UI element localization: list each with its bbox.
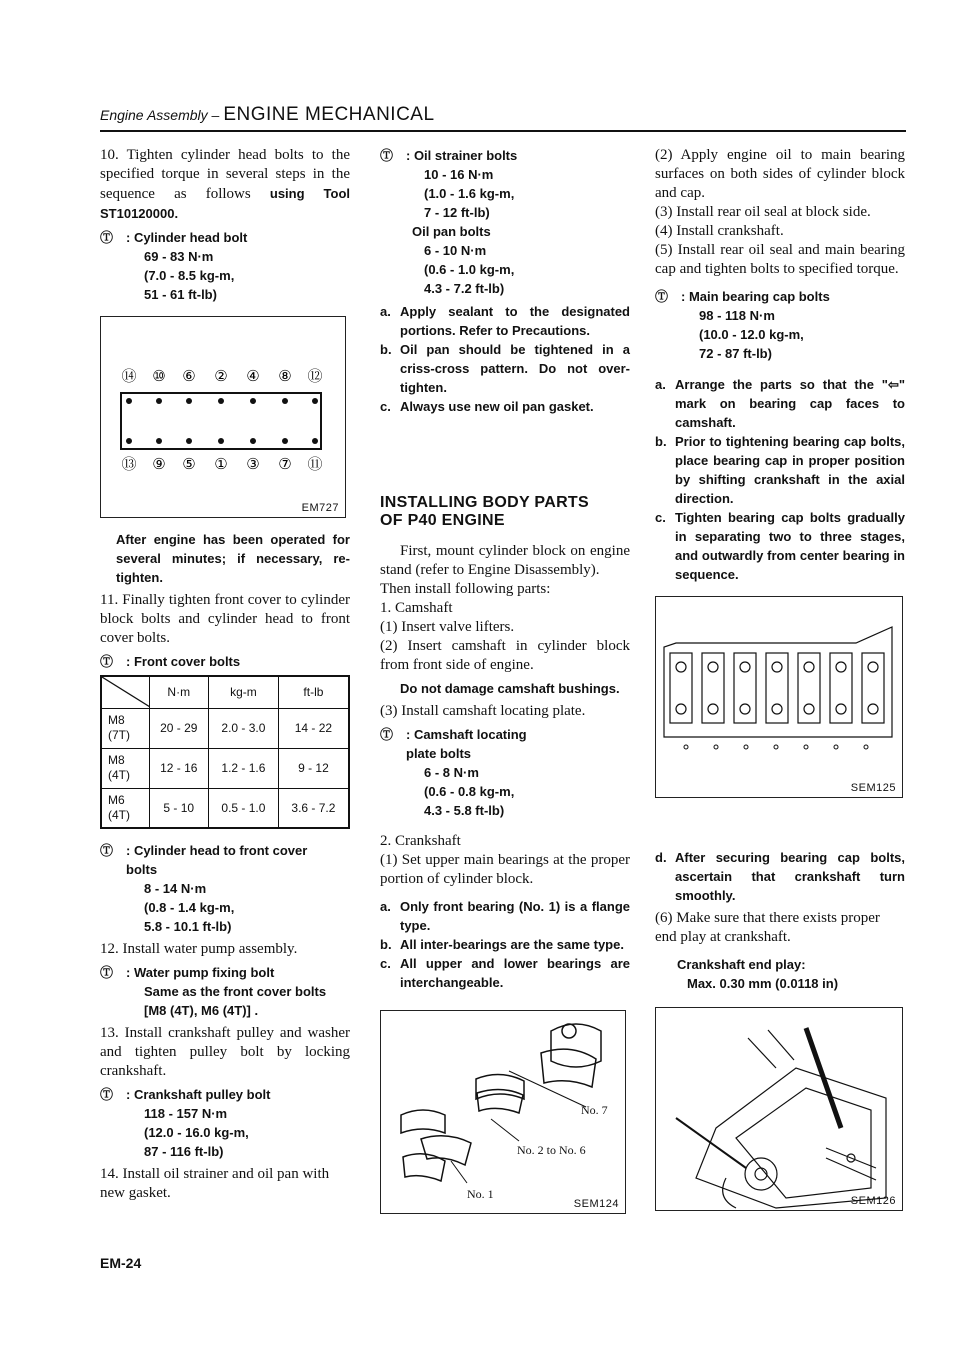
cap-bolt (676, 662, 686, 672)
front-cover-torque-table (100, 675, 350, 829)
bearing-cap (798, 653, 820, 723)
note-c: c. Tighten bearing cap bolts gradually in separating two to three stages, and outwardly from center bearing in sequence. (655, 510, 905, 582)
bearing-cap (702, 653, 724, 723)
note-d: d. After securing bearing cap bolts, ascertain that crankshaft turn smoothly. (655, 850, 905, 903)
head-bolt-sequence-diagram (101, 317, 344, 516)
note-a: a. Only front bearing (No. 1) is a flange type. (380, 899, 630, 933)
figure-sem125 (655, 596, 903, 798)
section-heading: INSTALLING BODY PARTS OF P40 ENGINE (380, 494, 589, 529)
torque-icon: Ⓣ (380, 148, 394, 163)
bolt-sequence-number: ⑩ (152, 367, 166, 385)
figure-label: SEM124 (573, 1198, 619, 1210)
bolt-sequence-number: ⑤ (182, 455, 196, 473)
bolt-sequence-number: ⑫ (307, 367, 323, 385)
bolt-sequence-number: ⑨ (152, 455, 166, 473)
torque-camshaft-plate-bolts: Ⓣ : Camshaft locating plate bolts 6 - 8 N·m (0.6 - 0.8 kg-m, 4.3 - 5.8 ft-lb) (380, 727, 527, 818)
bearing-cap-sequence-illustration (656, 597, 901, 796)
cap-bolt (740, 662, 750, 672)
cap-bolt (836, 704, 846, 714)
step-13: 13. Install crankshaft pulley and washer and tighten pulley bolt by locking crankshaft. (100, 1025, 350, 1079)
item-1-1: (1) Insert valve lifters. (380, 619, 515, 635)
cap-bolt (804, 704, 814, 714)
cap-bolt (868, 662, 878, 672)
torque-icon: Ⓣ (380, 727, 394, 742)
figure-sem126 (655, 1007, 903, 1211)
bolt-position (186, 398, 192, 404)
note-b: b. Prior to tightening bearing cap bolts, place bearing cap in proper position by shifting crankshaft in the axial direction. (655, 434, 905, 506)
camshaft-caution: Do not damage camshaft bushings. (400, 681, 620, 696)
item-1-2: (2) Insert camshaft in cylinder block from front side of engine. (380, 638, 630, 673)
step-14: 14. Install oil strainer and oil pan with new gasket. (100, 1166, 330, 1201)
bolt-sequence-number: ④ (246, 367, 260, 385)
table-header-ftlb: ft-lb (278, 676, 349, 708)
cap-bolt (804, 662, 814, 672)
torque-front-cover-bolts: Ⓣ : Front cover bolts (100, 654, 241, 669)
torque-head-to-front-cover: Ⓣ : Cylinder head to front cover bolts 8 - 14 N·m (0.8 - 1.4 kg-m, 5.8 - 10.1 ft-lb) (100, 843, 308, 934)
bolt-sequence-number: ① (214, 455, 228, 473)
bolt-position (186, 438, 192, 444)
torque-icon: Ⓣ (100, 654, 114, 669)
end-play-measurement-illustration (656, 1008, 901, 1209)
bearing-cap (830, 653, 852, 723)
bolt-sequence-number: ⑦ (278, 455, 292, 473)
step-12: 12. Install water pump assembly. (100, 941, 298, 957)
intro-text: First, mount cylinder block on engine stand (refer to Engine Disassembly). (380, 543, 630, 578)
column-3 (655, 146, 905, 1211)
torque-water-pump-bolt: Ⓣ : Water pump fixing bolt Same as the front cover bolts [M8 (4T), M6 (4T)] . (100, 965, 327, 1018)
bearing-cap (862, 653, 884, 723)
note-a: a. Apply sealant to the designated portions. Refer to Precautions. (380, 304, 630, 338)
bolt-position (312, 438, 318, 444)
table-row: M6 (4T) 5 - 10 0.5 - 1.0 3.6 - 7.2 (101, 788, 349, 828)
cap-bolt (772, 704, 782, 714)
step-10: 10. Tighten cylinder head bolts to the specified torque in several steps in the sequence as follows using Tool ST10120000. (100, 147, 351, 221)
cap-bolt (868, 704, 878, 714)
bolt-position (126, 438, 132, 444)
bolt-sequence-number: ⑥ (182, 367, 196, 385)
step-11: 11. Finally tighten front cover to cylinder block bolts and cylinder head to front cover bolts. (100, 592, 350, 646)
bolt-position (312, 398, 318, 404)
torque-oil-strainer-bolts: Ⓣ : Oil strainer bolts 10 - 16 N·m (1.0 - 1.6 kg-m, 7 - 12 ft-lb) Oil pan bolts 6 - 10 N·m (0.6 - 1.0 kg-m, 4.3 - 7.2 ft-lb) (380, 148, 518, 296)
cap-bolt (836, 662, 846, 672)
page-header (100, 104, 906, 132)
item-2-5: (5) Install rear oil seal and main bearing cap and tighten bolts to specified torque. (655, 242, 905, 277)
cap-bolt (676, 704, 686, 714)
item-2-2: (2) Apply engine oil to main bearing surfaces on both sides of cylinder block and cap. (655, 147, 905, 201)
note-b: b. Oil pan should be tightened in a criss-cross pattern. Do not over-tighten. (380, 342, 630, 395)
endplay-value: Max. 0.30 mm (0.0118 in) (687, 976, 839, 991)
cap-bolt (772, 662, 782, 672)
label-no2-to-no6: No. 2 to No. 6 (517, 1143, 586, 1157)
torque-cylinder-head-bolt: Ⓣ : Cylinder head bolt 69 - 83 N·m (7.0 - 8.5 kg-m, 51 - 61 ft-lb) (100, 230, 248, 302)
note-b: b. All inter-bearings are the same type. (380, 937, 624, 952)
bearing-cap (670, 653, 692, 723)
table-header-row (101, 676, 349, 708)
table-row: M8 (7T) 20 - 29 2.0 - 3.0 14 - 22 (101, 708, 349, 748)
note-c: c. Always use new oil pan gasket. (380, 399, 594, 414)
table-row: M8 (4T) 12 - 16 1.2 - 1.6 9 - 12 (101, 748, 349, 788)
table-header-kgm: kg-m (209, 676, 279, 708)
note-a: a. Arrange the parts so that the "⇦" mark on bearing cap faces to camshaft. (655, 377, 905, 430)
bolt-sequence-number: ⑬ (121, 455, 137, 473)
after-operation-note: After engine has been operated for several minutes; if necessary, re-tighten. (116, 532, 350, 585)
table-header-nm: N·m (149, 676, 209, 708)
bolt-sequence-number: ③ (246, 455, 260, 473)
note-c: c. All upper and lower bearings are interchangeable. (380, 956, 630, 990)
item-crankshaft: 2. Crankshaft (380, 833, 461, 849)
item-2-6: (6) Make sure that there exists proper end play at crankshaft. (655, 910, 880, 945)
bolt-sequence-number: ⑭ (121, 367, 137, 385)
torque-main-bearing-cap-bolts: Ⓣ : Main bearing cap bolts 98 - 118 N·m (10.0 - 12.0 kg-m, 72 - 87 ft-lb) (655, 289, 830, 361)
torque-crankshaft-pulley-bolt: Ⓣ : Crankshaft pulley bolt 118 - 157 N·m (12.0 - 16.0 kg-m, 87 - 116 ft-lb) (100, 1087, 271, 1159)
figure-sem124 (380, 1010, 626, 1214)
figure-label: SEM126 (850, 1195, 896, 1207)
item-camshaft: 1. Camshaft (380, 600, 453, 616)
bolt-position (218, 398, 224, 404)
bolt-position (250, 438, 256, 444)
endplay-label: Crankshaft end play: (677, 957, 806, 972)
figure-em727 (100, 316, 346, 518)
page-number: EM-24 (100, 1255, 142, 1271)
torque-icon: Ⓣ (100, 843, 114, 858)
cap-bolt (708, 704, 718, 714)
torque-icon: Ⓣ (100, 230, 114, 245)
then-text: Then install following parts: (380, 581, 551, 597)
bolt-sequence-number: ⑪ (307, 455, 323, 473)
column-1 (100, 146, 350, 1203)
cap-bolt (740, 704, 750, 714)
bolt-position (282, 398, 288, 404)
bolt-position (156, 438, 162, 444)
bolt-position (156, 398, 162, 404)
item-2-4: (4) Install crankshaft. (655, 223, 784, 239)
label-no1: No. 1 (467, 1187, 494, 1201)
label-no7: No. 7 (581, 1103, 608, 1117)
figure-label: SEM125 (850, 782, 896, 794)
item-2-1: (1) Set upper main bearings at the proper portion of cylinder block. (380, 852, 630, 887)
item-1-3: (3) Install camshaft locating plate. (380, 703, 586, 719)
torque-icon: Ⓣ (100, 965, 114, 980)
column-2 (380, 146, 630, 1214)
cap-bolt (708, 662, 718, 672)
page-title: ENGINE MECHANICAL (223, 104, 435, 125)
torque-icon: Ⓣ (100, 1087, 114, 1102)
bolt-position (282, 438, 288, 444)
bolt-position (250, 398, 256, 404)
bolt-position (218, 438, 224, 444)
table-header-blank (101, 676, 149, 708)
section-label: Engine Assembly – (100, 107, 220, 123)
bolt-position (126, 398, 132, 404)
bearing-cap (766, 653, 788, 723)
figure-label: EM727 (301, 502, 339, 514)
item-2-3: (3) Install rear oil seal at block side. (655, 204, 871, 220)
bolt-sequence-number: ② (214, 367, 228, 385)
bolt-sequence-number: ⑧ (278, 367, 292, 385)
torque-icon: Ⓣ (655, 289, 669, 304)
bearing-cap (734, 653, 756, 723)
